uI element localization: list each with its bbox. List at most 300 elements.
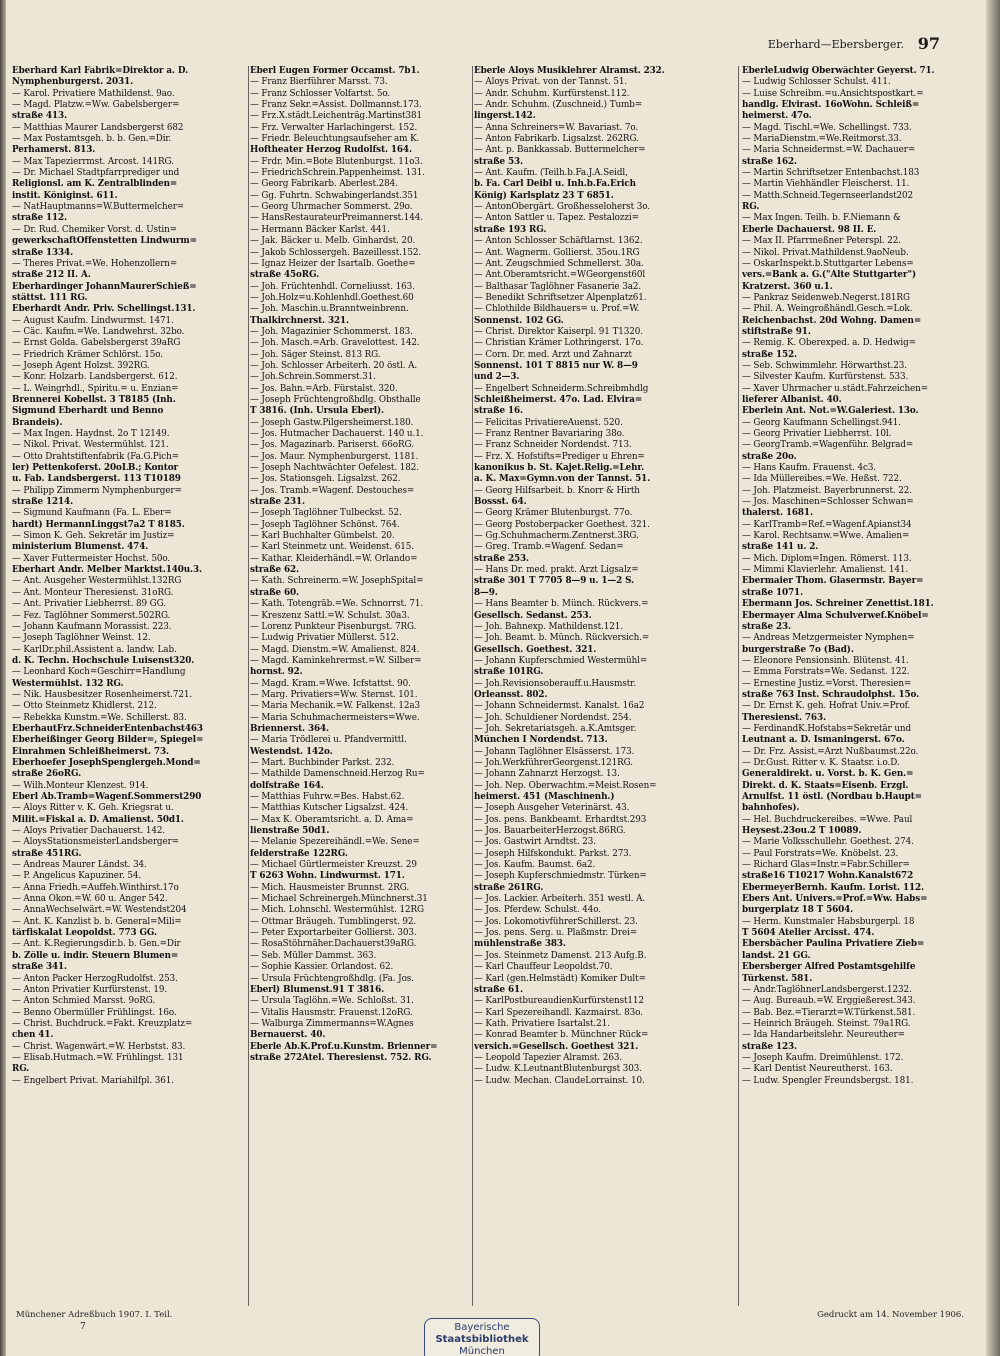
directory-entry-line: — Anna Ökon.=W. 60 u. Anger 542. bbox=[12, 894, 168, 905]
directory-entry-line: RG. bbox=[742, 202, 760, 213]
directory-entry-line: Thalkirchnerst. 321. bbox=[250, 315, 350, 326]
directory-entry-line: straße 253. bbox=[474, 553, 530, 564]
directory-entry-line: b. Zölle u. indir. Steuern Blumen= bbox=[12, 950, 179, 961]
directory-entry-line: — FriedrichSchrein.Pappenheimst. 131. bbox=[250, 168, 425, 179]
footer-title: Münchener Adreßbuch 1907. I. Teil. bbox=[16, 1310, 173, 1320]
directory-entry-line: Heysest.23ou.2 T 10089. bbox=[742, 826, 862, 837]
directory-entry-line: — Jos. Gastwirt Arndtst. 23. bbox=[474, 837, 596, 848]
directory-entry-line: heimerst. 451 (Maschinenh.) bbox=[474, 792, 615, 802]
directory-entry-line: — Andr. Schuhm. (Zuschneid.) Tumb= bbox=[474, 100, 643, 111]
footer-print-date: Gedruckt am 14. November 1906. bbox=[817, 1310, 964, 1320]
directory-entry-line: — Mich. Diplom=Ingen. Römerst. 113. bbox=[742, 553, 912, 564]
directory-entry-line: — Ernestine Justiz.=Vorst. Theresien= bbox=[742, 678, 912, 689]
directory-entry-line: Eberlein Ant. Not.=W.Galeriest. 13o. bbox=[742, 406, 919, 417]
directory-entry-line: — Hans Kaufm. Frauenst. 4c3. bbox=[742, 463, 877, 474]
directory-entry-line: straße 123. bbox=[742, 1041, 798, 1052]
directory-entry-line: Gesellsch. Goethest. 321. bbox=[474, 644, 597, 655]
directory-entry-line: straße 152. bbox=[742, 349, 798, 360]
directory-entry-line: — Karl Chauffeur Leopoldst.70. bbox=[474, 962, 613, 973]
directory-entry-line: — Karl (gen.Helmstädt) Komiker Dult= bbox=[474, 973, 646, 984]
directory-entry-line: Religionsl. am K. Zentralblinden= bbox=[12, 179, 178, 190]
directory-entry-line: — Seb. Schwimmlehr. Hörwarthst.23. bbox=[742, 360, 907, 371]
directory-entry-line: Eberle Aloys Musiklehrer Alramst. 232. bbox=[474, 66, 665, 76]
directory-entry-line: — Ursula Taglöhn.=We. Schloßst. 31. bbox=[250, 996, 414, 1007]
directory-entry-line: — Ant. Privatier Liebherrst. 89 GG. bbox=[12, 599, 166, 610]
directory-entry-line: — Joseph Kaufm. Dreimühlenst. 172. bbox=[742, 1052, 904, 1063]
directory-entry-line: — Anton Privatier Kurfürstenst. 19. bbox=[12, 984, 168, 995]
directory-entry-line: — Mich. Hausmeister Brunnst. 2RG. bbox=[250, 882, 410, 893]
directory-entry-line: Leutnant a. D. Ismaningerst. 67o. bbox=[742, 735, 905, 746]
directory-entry-line: straße 23. bbox=[742, 621, 791, 632]
signature-number: 7 bbox=[80, 1322, 86, 1332]
directory-entry-line: — Christian Krämer Lothringerst. 17o. bbox=[474, 338, 644, 349]
directory-entry-line: straße 16. bbox=[474, 406, 523, 417]
directory-entry-line: — Cäc. Kaufm.=We. Landwehrst. 32bo. bbox=[12, 326, 185, 337]
directory-entry-line: — Rebekka Kunstm.=We. Schillerst. 83. bbox=[12, 712, 187, 723]
column-rule bbox=[248, 66, 249, 1306]
directory-entry-line: — Ludwig Privatier Müllerst. 512. bbox=[250, 633, 399, 644]
directory-entry-line: — Anton Schmied Marsst. 9oRG. bbox=[12, 996, 156, 1007]
page-binding bbox=[0, 0, 6, 1356]
directory-entry-line: — Leopold Tapezier Alramst. 263. bbox=[474, 1052, 623, 1063]
directory-entry-line: 8—9. bbox=[474, 587, 498, 598]
directory-entry-line: — Ant. Wagnerm. Gollierst. 35ou.1RG bbox=[474, 247, 640, 258]
directory-entry-line: — Max Postamtsgeh. b. b. Gen.=Dir. bbox=[12, 134, 172, 145]
directory-entry-line: Bossst. 64. bbox=[474, 497, 527, 508]
directory-entry-line: — KarlPostbureaudienKurfürstenst112 bbox=[474, 996, 644, 1007]
directory-entry-line: — Dr.Gust. Ritter v. K. Staatsr. i.o.D. bbox=[742, 757, 900, 768]
directory-entry-line: — Simon K. Geh. Sekretär im Justiz= bbox=[12, 531, 175, 542]
directory-entry-line: — Jos. pens. Serg. u. Plaßmstr. Drei= bbox=[474, 928, 638, 939]
directory-entry-line: straße 112. bbox=[12, 213, 68, 224]
column-rule bbox=[738, 66, 739, 1306]
directory-entry-line: — Nikol. Privat.Mathildenst.9aoNeub. bbox=[742, 247, 909, 258]
directory-entry-line: — Andr. Schuhm. Kurfürstenst.112. bbox=[474, 88, 630, 99]
directory-entry-line: Ebersbächer Paulina Privatiere Zieb= bbox=[742, 939, 925, 950]
directory-entry-line: — GeorgTramb.=Wagenführ. Belgrad= bbox=[742, 440, 914, 451]
directory-entry-line: — Frz. X. Hofstifts=Prediger u Ehren= bbox=[474, 451, 645, 462]
directory-entry-line: thalerst. 1681. bbox=[742, 508, 813, 519]
directory-entry-line: — Ludw. K.LeutnantBlutenburgst 303. bbox=[474, 1064, 642, 1075]
directory-entry-line: Eberheißinger Georg Bilder=, Spiegel= bbox=[12, 735, 204, 746]
directory-entry-line: — Joh.WerkführerGeorgenst.121RG. bbox=[474, 757, 633, 768]
directory-entry-line: straße 141 u. 2. bbox=[742, 542, 819, 553]
directory-entry-line: straße 162. bbox=[742, 156, 798, 167]
page-edge bbox=[986, 0, 1000, 1356]
directory-entry-line: stättst. 111 RG. bbox=[12, 292, 88, 303]
directory-entry-line: — Jos. Maschinen=Schlosser Schwan= bbox=[742, 497, 914, 508]
directory-entry-line: — Karol. Privatiere Mathildenst. 9ao. bbox=[12, 88, 175, 99]
directory-entry-line: — MariaDienstm.=We.Reitmorst.33. bbox=[742, 134, 902, 145]
directory-entry-line: — Kath. Totengräb.=We. Schnorrst. 71. bbox=[250, 599, 424, 610]
directory-entry-line: burgerstraße 7o (Bad). bbox=[742, 644, 854, 655]
directory-entry-line: — P. Angelicus Kapuziner. 54. bbox=[12, 871, 142, 882]
directory-entry-line: mühlenstraße 383. bbox=[474, 939, 566, 950]
directory-entry-line: — Anna Schreiners=W. Bavariast. 7o. bbox=[474, 122, 639, 133]
directory-entry-line: u. Fab. Landsbergerst. 113 T10189 bbox=[12, 474, 181, 485]
directory-entry-line: König) Karlsplatz 23 T 6851. bbox=[474, 190, 614, 201]
directory-entry-line: burgerplatz 18 T 5604. bbox=[742, 905, 854, 916]
directory-entry-line: — Magd. Kaminkehrermst.=W. Silber= bbox=[250, 655, 422, 666]
directory-entry-line: straße 272Atel. Theresienst. 752. RG. bbox=[250, 1052, 432, 1063]
directory-entry-line: — August Kaufm. Lindwurmst. 1471. bbox=[12, 315, 174, 326]
directory-entry-line: — Fez. Taglöhner Sommerst.502RG. bbox=[12, 610, 171, 621]
directory-entry-line: — Joseph Nachtwächter Oefelest. 182. bbox=[250, 463, 419, 474]
directory-entry-line: Eberhard Karl Fabrik=Direktor a. D. bbox=[12, 66, 189, 76]
directory-entry-line: — Jos. Bahn.=Arb. Fürstalst. 320. bbox=[250, 383, 398, 394]
directory-entry-line: straße 45oRG. bbox=[250, 270, 320, 281]
library-stamp bbox=[424, 1318, 540, 1356]
directory-entry-line: straße 212 II. A. bbox=[12, 270, 91, 281]
directory-entry-line: — Friedr. Beleuchtungsaufseher am K. bbox=[250, 134, 420, 145]
directory-entry-line: straße 20o. bbox=[742, 451, 797, 462]
directory-entry-line: Ebermayer Alma Schulverwef.Knöbel= bbox=[742, 610, 929, 621]
directory-entry-line: Direkt. d. K. Staats=Eisenb. Erzgl. bbox=[742, 780, 909, 791]
directory-entry-line: — Kreszenz Sattl.=W. Schulst. 30a3. bbox=[250, 610, 410, 621]
directory-entry-line: Bernauerst. 40. bbox=[250, 1030, 326, 1041]
directory-entry-line: straße 763 Inst. Schraudolphst. 15o. bbox=[742, 689, 920, 700]
directory-entry-line: chen 41. bbox=[12, 1030, 54, 1041]
directory-entry-line: — Johann Zahnarzt Herzogst. 13. bbox=[474, 769, 620, 780]
directory-entry-line: — Corn. Dr. med. Arzt und Zahnarzt bbox=[474, 349, 632, 360]
directory-entry-line: straße 61. bbox=[474, 984, 523, 995]
directory-entry-line: Schleißheimerst. 47o. Lad. Elvira= bbox=[474, 394, 643, 405]
directory-entry-line: — Karl Dentist Neureutherst. 163. bbox=[742, 1064, 893, 1075]
directory-entry-line: T 5604 Atelier Arcisst. 474. bbox=[742, 928, 875, 939]
directory-entry-line: — Gg.Schuhmacherm.Zentnerst.3RG. bbox=[474, 531, 639, 542]
directory-entry-line: — Wilh.Monteur Klenzest. 914. bbox=[12, 780, 149, 791]
directory-entry-line: — Joh. Säger Steinst. 813 RG. bbox=[250, 349, 381, 360]
directory-entry-line: — Martin Viehhändler Fleischerst. 11. bbox=[742, 179, 910, 190]
directory-entry-line: — Mimmi Klavierlehr. Amalienst. 141. bbox=[742, 565, 909, 576]
directory-entry-line: — Jos. Stationsgeh. Ligsalzst. 262. bbox=[250, 474, 401, 485]
directory-entry-line: — Johann Taglöhner Elsässerst. 173. bbox=[474, 746, 635, 757]
directory-entry-line: — Nikol. Privat. Westermühlst. 121. bbox=[12, 440, 169, 451]
directory-entry-line: Nymphenburgerst. 2031. bbox=[12, 77, 134, 88]
directory-entry-line: — Pankraz Seidenweb.Negerst.181RG bbox=[742, 292, 910, 303]
directory-entry-line: kanonikus b. St. Kajet.Relig.=Lehr. bbox=[474, 463, 645, 474]
directory-entry-line: lienstraße 50d1. bbox=[250, 826, 330, 837]
directory-entry-line: — Max II. Pfarrmeßner Peterspl. 22. bbox=[742, 236, 901, 247]
directory-entry-line: — Anton Schlosser Schäftlarnst. 1362. bbox=[474, 236, 643, 247]
directory-entry-line: — Ida Handarbeitslehr. Neureuther= bbox=[742, 1030, 905, 1041]
directory-entry-line: — Ida Müllereibes.=We. Heßst. 722. bbox=[742, 474, 902, 485]
directory-entry-line: — Silvester Kaufm. Kurfürstenst. 533. bbox=[742, 372, 909, 383]
directory-entry-line: — Georg Privatier Liebherrst. 10l. bbox=[742, 429, 892, 439]
directory-entry-line: Westermühlst. 132 RG. bbox=[12, 678, 124, 689]
directory-entry-line: — Christ. Wagenwärt.=W. Herbstst. 83. bbox=[12, 1041, 186, 1052]
directory-entry-line: Brandeis). bbox=[12, 417, 63, 428]
directory-entry-line: — Peter Exportarbeiter Gollierst. 303. bbox=[250, 928, 417, 939]
directory-entry-line: — Karol. Rechtsanw.=Wwe. Amalien= bbox=[742, 531, 910, 542]
directory-entry-line: — Xaver Futtermeister Hochst. 50o. bbox=[12, 553, 171, 564]
directory-entry-line: — KarlDr.phil.Assistent a. landw. Lab. bbox=[12, 644, 177, 655]
directory-entry-line: — RosaStöhrnäher.Dachauerst39aRG. bbox=[250, 939, 417, 950]
directory-entry-line: — Magd. Platzw.=Ww. Gabelsberger= bbox=[12, 100, 180, 111]
directory-entry-line: — Leonhard Koch=Geschirr=Handlung bbox=[12, 667, 186, 678]
directory-entry-line: — Frz.X.städt.Leichenträg.Martinst381 bbox=[250, 111, 422, 122]
directory-entry-line: — Philipp Zimmerm Nymphenburger= bbox=[12, 485, 182, 496]
directory-entry-line: Sonnenst. 102 GG. bbox=[474, 315, 564, 326]
directory-entry-line: — Franz Schneider Nordendst. 713. bbox=[474, 440, 632, 451]
directory-entry-line: — Jos. Lackier. Arbeiterh. 351 westl. A. bbox=[474, 894, 646, 905]
directory-entry-line: — Anton Packer HerzogRudolfst. 253. bbox=[12, 973, 178, 984]
directory-entry-line: b. Fa. Carl Deibl u. Inh.b.Fa.Erich bbox=[474, 179, 636, 190]
directory-entry-line: straße 193 RG. bbox=[474, 224, 547, 235]
directory-entry-line: — Matth.Schneid.Tegernseerlandst202 bbox=[742, 190, 914, 201]
directory-entry-line: — Ludwig Schlosser Schulst. 411. bbox=[742, 77, 891, 88]
directory-entry-line: — Hel. Buchdruckereibes. =Wwe. Paul bbox=[742, 814, 913, 825]
directory-entry-line: Eberl Ab.Tramb=Wagenf.Sommerst290 bbox=[12, 792, 202, 802]
directory-entry-line: — Chlothilde Bildhauers= u. Prof.=W. bbox=[474, 304, 640, 315]
directory-entry-line: — Engelbert Schneiderm.Schreibmhdlg bbox=[474, 383, 649, 394]
directory-entry-line: straße 231. bbox=[250, 497, 306, 508]
directory-entry-line: — Joh. Beamt. b. Münch. Rückversich.= bbox=[474, 633, 650, 644]
directory-entry-line: — Marg. Privatiers=Ww. Sternst. 101. bbox=[250, 689, 418, 700]
directory-entry-line: — Maria Mechanik.=W. Falkenst. 12a3 bbox=[250, 701, 420, 712]
directory-entry-line: — Konrad Beamter b. Münchner Rück= bbox=[474, 1030, 649, 1041]
directory-entry-line: — Mich. Lohnschl. Westermühlst. 12RG bbox=[250, 905, 424, 916]
directory-entry-line: — Emma Forstrats=We. Sedanst. 122. bbox=[742, 667, 910, 678]
directory-entry-line: — Dr. Michael Stadtpfarrprediger und bbox=[12, 168, 180, 179]
directory-entry-line: — Seb. Müller Dammst. 363. bbox=[250, 950, 377, 961]
directory-entry-line: — Mathilde Damenschneid.Herzog Ru= bbox=[250, 769, 425, 780]
directory-entry-line: — Ottmar Bräugeh. Tumblingerst. 92. bbox=[250, 916, 417, 927]
directory-entry-line: Perhamerst. 813. bbox=[12, 145, 96, 156]
directory-entry-line: — Paul Forstrats=We. Knöbelst. 23. bbox=[742, 848, 899, 859]
directory-entry-line: — Georg Krämer Blutenburgst. 77o. bbox=[474, 508, 633, 519]
directory-entry-line: — Gg. Fuhrtn. Schwabingerlandst.351 bbox=[250, 190, 419, 201]
directory-entry-line: — Matthias Kutscher Ligsalzst. 424. bbox=[250, 803, 409, 814]
directory-entry-line: — Maria Schuhmachermeisters=Wwe. bbox=[250, 712, 420, 723]
directory-entry-line: — Karl Steinmetz unt. Weidenst. 615. bbox=[250, 542, 414, 553]
directory-entry-line: — Johann Kupferschmied Westermühl= bbox=[474, 655, 648, 666]
directory-entry-line: versich.=Gesellsch. Goethest 321. bbox=[474, 1041, 639, 1052]
directory-entry-line: straße 341. bbox=[12, 962, 68, 973]
directory-entry-line: — Kathar. Kleiderhändl.=W. Orlando= bbox=[250, 553, 418, 564]
directory-entry-line: — Franz Schlosser Volfartst. 5o. bbox=[250, 88, 391, 99]
directory-entry-line: Theresienst. 763. bbox=[742, 712, 826, 723]
directory-entry-line: — Joseph Ausgeher Veterinärst. 43. bbox=[474, 803, 630, 814]
directory-entry-line: — Jos. Pferdew. Schulst. 44o. bbox=[474, 905, 601, 916]
directory-entry-line: heimerst. 47o. bbox=[742, 111, 812, 122]
directory-entry-line: — Aloys Ritter v. K. Geh. Kriegsrat u. bbox=[12, 803, 174, 814]
directory-entry-line: — Felicitas PrivatiereAuenst. 520. bbox=[474, 417, 623, 428]
directory-entry-line: — Franz Bierführer Marsst. 73. bbox=[250, 77, 388, 88]
directory-entry-line: straße 101RG. bbox=[474, 667, 544, 678]
directory-entry-line: Eberhoefer JosephSpenglergeh.Mond= bbox=[12, 757, 201, 768]
directory-entry-line: — Georg Postoberpacker Goethest. 321. bbox=[474, 519, 650, 530]
directory-entry-line: — Aloys Privat. von der Tannst. 51. bbox=[474, 77, 628, 88]
directory-entry-line: — Georg Kaufmann Schellingst.941. bbox=[742, 417, 901, 428]
stamp-line-3: München bbox=[459, 1346, 505, 1356]
directory-entry-line: a. K. Max=Gymn.von der Tannst. 51. bbox=[474, 474, 651, 485]
directory-entry-line: — Nik. Hausbesitzer Rosenheimerst.721. bbox=[12, 689, 193, 700]
directory-entry-line: — Georg Fabrikarb. Aberlest.284. bbox=[250, 179, 398, 190]
directory-entry-line: — Joh. Magazinier Schommerst. 183. bbox=[250, 326, 413, 337]
directory-entry-line: — HansRestaurateurPreimannerst.144. bbox=[250, 213, 423, 224]
directory-entry-line: — Andreas Maurer Ländst. 34. bbox=[12, 860, 147, 871]
directory-entry-line: — Aug. Bureaub.=W. Erggießerest.343. bbox=[742, 996, 916, 1007]
directory-entry-line: — Max Ingen. Haydnst. 2o T 12149. bbox=[12, 429, 170, 439]
directory-entry-line: Ebersberger Alfred Postamtsgehilfe bbox=[742, 962, 916, 973]
directory-entry-line: — Jos. Tramb.=Wagenf. Destouches= bbox=[250, 485, 415, 496]
directory-entry-line: Hoftheater Herzog Rudolfst. 164. bbox=[250, 145, 412, 156]
directory-entry-line: — AnnaWechselwärt.=W. Westendst204 bbox=[12, 905, 187, 916]
directory-entry-line: Eberhart Andr. Melber Marktst.140u.3. bbox=[12, 565, 203, 576]
directory-entry-line: stiftstraße 91. bbox=[742, 326, 811, 337]
directory-entry-line: T 3816. (Inh. Ursula Eberl). bbox=[250, 406, 385, 417]
directory-entry-line: — Frz. Verwalter Harlachingerst. 152. bbox=[250, 122, 418, 133]
directory-entry-line: — Kath. Privatiere Isartalst.21. bbox=[474, 1018, 610, 1029]
directory-entry-line: — Karl Spezereihandl. Kazmairst. 83o. bbox=[474, 1007, 643, 1018]
directory-entry-line: ler) Pettenkoferst. 20oLB.; Kontor bbox=[12, 463, 178, 474]
directory-entry-line: Westendst. 142o. bbox=[250, 746, 333, 757]
directory-entry-line: Eberhardt Andr. Priv. Schellingst.131. bbox=[12, 304, 196, 315]
directory-entry-line: Milit.=Fiskal a. D. Amalienst. 50d1. bbox=[12, 814, 184, 825]
directory-entry-line: vers.=Bank a. G.("Alte Stuttgarter") bbox=[742, 270, 917, 281]
page-number: 97 bbox=[917, 34, 940, 53]
directory-entry-line: — Ant. K.Regierungsdir.b. b. Gen.=Dir bbox=[12, 939, 181, 950]
column-2 bbox=[250, 66, 472, 1306]
directory-entry-line: — Friedrich Krämer Schlörst. 15o. bbox=[12, 349, 163, 360]
directory-entry-line: Kratzerst. 360 u.1. bbox=[742, 281, 833, 292]
directory-entry-line: — Konr. Holzarb. Landsbergerst. 612. bbox=[12, 372, 178, 383]
directory-entry-line: — Joseph Gastw.Pilgersheimerst.180. bbox=[250, 417, 414, 428]
directory-entry-line: — Matthias Fuhrw.=Bes. Habst.62. bbox=[250, 792, 405, 802]
directory-entry-line: — Joseph Früchtengroßhdlg. Obsthalle bbox=[250, 394, 421, 405]
directory-entry-line: Arnulfst. 11 östl. (Nordbau b.Haupt= bbox=[742, 792, 922, 802]
directory-entry-line: — Sigmund Kaufmann (Fa. L. Eber= bbox=[12, 508, 172, 519]
directory-entry-line: Brennerei Kobellst. 3 T8185 (Inh. bbox=[12, 394, 176, 405]
directory-entry-line: straße 26oRG. bbox=[12, 769, 82, 780]
directory-entry-line: — Hans Dr. med. prakt. Arzt Ligsalz= bbox=[474, 565, 639, 576]
directory-entry-line: — Phil. A. Weingroßhändl.Gesch.=Lok. bbox=[742, 304, 913, 315]
directory-entry-line: Reichenbachst. 20d Wohng. Damen= bbox=[742, 315, 922, 326]
directory-entry-line: — Jakob Schlossergeh. Bazeillesst.152. bbox=[250, 247, 422, 258]
directory-entry-line: lieferer Albanist. 40. bbox=[742, 394, 842, 405]
directory-entry-line: — Joh. Sekretariatsgeh. a.K.Amtsger. bbox=[474, 723, 637, 734]
directory-entry-line: — Maria Trödlerei u. Pfandvermittl. bbox=[250, 735, 407, 746]
directory-entry-line: — Ernst Golda. Gabelsbergerst 39aRG bbox=[12, 338, 181, 349]
directory-entry-line: — Jos. BauarbeiterHerzogst.86RG. bbox=[474, 826, 626, 837]
directory-entry-line: handlg. Elvirast. 16oWohn. Schleiß= bbox=[742, 100, 920, 111]
directory-entry-line: — Ignaz Heizer der Isartalb. Goethe= bbox=[250, 258, 416, 269]
directory-entry-line: — Magd. Kram.=Wwe. Icfstattst. 90. bbox=[250, 678, 411, 689]
directory-entry-line: RG. bbox=[12, 1064, 30, 1075]
directory-entry-line: — Anton Sattler u. Tapez. Pestalozzi= bbox=[474, 213, 639, 224]
stamp-line-2: Staatsbibliothek bbox=[435, 1334, 529, 1345]
directory-entry-line: — Max Ingen. Teilh. b. F.Niemann & bbox=[742, 213, 901, 224]
directory-entry-line: — Xaver Uhrmacher u.städt.Fahrzeichen= bbox=[742, 383, 928, 394]
directory-entry-line: — Georg Uhrmacher Sommerst. 29o. bbox=[250, 202, 413, 213]
directory-entry-line: felderstraße 122RG. bbox=[250, 848, 348, 859]
directory-entry-line: — Magd. Dienstm.=W. Amalienst. 824. bbox=[250, 644, 420, 655]
page-header bbox=[740, 36, 940, 54]
directory-entry-line: — Melanie Spezereihändl.=We. Sene= bbox=[250, 837, 420, 848]
directory-entry-line: d. K. Techn. Hochschule Luisenst320. bbox=[12, 655, 195, 666]
directory-entry-line: — Ludw. Mechan. ClaudeLorrainst. 10. bbox=[474, 1075, 645, 1086]
directory-entry-line: — Martin Schriftsetzer Entenbachst.183 bbox=[742, 168, 920, 179]
directory-entry-line: — Joh. Nep. Oberwachtm.=Meist.Rosen= bbox=[474, 780, 657, 791]
directory-entry-line: — Joseph Hilfskondukt. Parkst. 273. bbox=[474, 848, 632, 859]
directory-entry-line: Eberl) Blumenst.91 T 3816. bbox=[250, 984, 385, 995]
directory-entry-line: — Herm. Kunstmaler Habsburgerpl. 18 bbox=[742, 916, 915, 927]
column-4 bbox=[742, 66, 978, 1306]
directory-entry-line: — Joseph Kupferschmiedmstr. Türken= bbox=[474, 871, 647, 882]
directory-entry-line: Türkenst. 581. bbox=[742, 973, 813, 984]
directory-entry-line: — Anton Fabrikarb. Ligsalzst. 262RG. bbox=[474, 134, 639, 145]
directory-entry-line: — Vitalis Hausmstr. Frauenst.12oRG. bbox=[250, 1007, 413, 1018]
directory-entry-line: — Walburga Zimmermanns=W.Agnes bbox=[250, 1018, 414, 1029]
column-3 bbox=[474, 66, 736, 1306]
directory-entry-line: — Joseph Taglöhner Tulbeckst. 52. bbox=[250, 508, 402, 519]
directory-entry-line: — Jos. Magazinarb. Pariserst. 66oRG. bbox=[250, 440, 414, 451]
directory-entry-line: EbermeyerBernh. Kaufm. Lorist. 112. bbox=[742, 882, 924, 893]
directory-entry-line: — Jos. Kaufm. Baumst. 6a2. bbox=[474, 860, 596, 871]
directory-entry-line: straße 60. bbox=[250, 587, 299, 598]
directory-entry-line: — Michael Schreinergeh.Münchnerst.31 bbox=[250, 894, 428, 905]
directory-entry-line: — Greg. Tramb.=Wagenf. Sedan= bbox=[474, 542, 624, 553]
directory-entry-line: straße 1334. bbox=[12, 247, 74, 258]
directory-entry-line: — Joseph Taglöhner Weinst. 12. bbox=[12, 633, 151, 644]
directory-entry-line: — Matthias Maurer Landsbergerst 682 bbox=[12, 122, 184, 133]
directory-entry-line: — Joh. Maschin.u.Branntweinbrenn. bbox=[250, 304, 409, 315]
directory-entry-line: — Ant. Zeugschmied Schmellerst. 30a. bbox=[474, 258, 644, 269]
directory-entry-line: Generaldirekt. u. Vorst. b. K. Gen.= bbox=[742, 769, 914, 780]
directory-entry-line: instit. Königinst. 611. bbox=[12, 190, 118, 201]
directory-entry-line: — Ant. K. Kanzlist b. b. General=Mili= bbox=[12, 916, 182, 927]
directory-entry-line: München I Nordendst. 713. bbox=[474, 735, 608, 746]
directory-entry-line: straße 62. bbox=[250, 565, 299, 576]
directory-entry-line: ministerium Blumenst. 474. bbox=[12, 542, 149, 553]
directory-entry-line: — Marie Volksschullehr. Goethest. 274. bbox=[742, 837, 914, 848]
directory-entry-line: — Hermann Bäcker Karlst. 441. bbox=[250, 224, 390, 235]
directory-entry-line: — Ant.Oberamtsricht.=WGeorgenst60l bbox=[474, 270, 646, 281]
directory-entry-line: — Kath. Schreinerm.=W. JosephSpital= bbox=[250, 576, 424, 587]
directory-entry-line: — Luise Schreibm.=u.Ansichtspostkart.= bbox=[742, 88, 924, 99]
directory-entry-line: — KarlTramb=Ref.=Wagenf.Apianst34 bbox=[742, 519, 912, 530]
directory-entry-line: — Elisab.Hutmach.=W. Frühlingst. 131 bbox=[12, 1052, 184, 1063]
directory-entry-line: — Joh. Schuldiener Nordendst. 254. bbox=[474, 712, 632, 723]
directory-entry-line: Ebers Ant. Univers.=Prof.=Ww. Habs= bbox=[742, 894, 928, 905]
directory-entry-line: — Theres Privat.=We. Hohenzollern= bbox=[12, 258, 178, 269]
directory-entry-line: — Heinrich Bräugeh. Steinst. 79a1RG. bbox=[742, 1018, 911, 1029]
directory-entry-line: Orleansst. 802. bbox=[474, 689, 548, 700]
directory-entry-line: — Frdr. Min.=Bote Blutenburgst. 11o3. bbox=[250, 156, 423, 167]
directory-entry-line: Ebermaier Thom. Glasermstr. Bayer= bbox=[742, 576, 924, 587]
directory-entry-line: — Karl Buchhalter Gümbelst. 20. bbox=[250, 531, 395, 542]
directory-entry-line: — Balthasar Taglöhner Fasanerie 3a2. bbox=[474, 281, 642, 292]
running-head: Eberhard—Ebersberger. bbox=[767, 38, 904, 51]
directory-entry-line: Eberle Ab.K.Prof.u.Kunstm. Brienner= bbox=[250, 1041, 438, 1052]
directory-entry-line: — Joh. Früchtenhdl. Corneliusst. 163. bbox=[250, 281, 415, 292]
directory-entry-line: — Joh.Revisionsoberauff.u.Hausmstr. bbox=[474, 678, 637, 689]
directory-entry-line: dolfstraße 164. bbox=[250, 780, 324, 791]
directory-entry-line: — Hans Beamter b. Münch. Rückvers.= bbox=[474, 599, 649, 610]
directory-entry-line: landst. 21 GG. bbox=[742, 950, 811, 961]
directory-entry-line: — Joh. Masch.=Arb. Gravelottest. 142. bbox=[250, 338, 420, 349]
directory-entry-line: Sonnenst. 101 T 8815 nur W. 8—9 bbox=[474, 360, 638, 371]
directory-entry-line: Sigmund Eberhardt und Benno bbox=[12, 406, 164, 417]
directory-entry-line: straße 413. bbox=[12, 111, 68, 122]
directory-entry-line: straße 1071. bbox=[742, 587, 804, 598]
directory-entry-line: Eberle Dachauerst. 98 II. E. bbox=[742, 224, 877, 235]
directory-entry-line: — Christ. Direktor Kaiserpl. 91 T1320. bbox=[474, 326, 643, 337]
directory-entry-line: — Ursula Früchtengroßhdlg. (Fa. Jos. bbox=[250, 973, 414, 984]
directory-entry-line: und 2—3. bbox=[474, 372, 520, 383]
directory-entry-line: — Joh.Schrein.Sommerst.31. bbox=[250, 372, 376, 383]
